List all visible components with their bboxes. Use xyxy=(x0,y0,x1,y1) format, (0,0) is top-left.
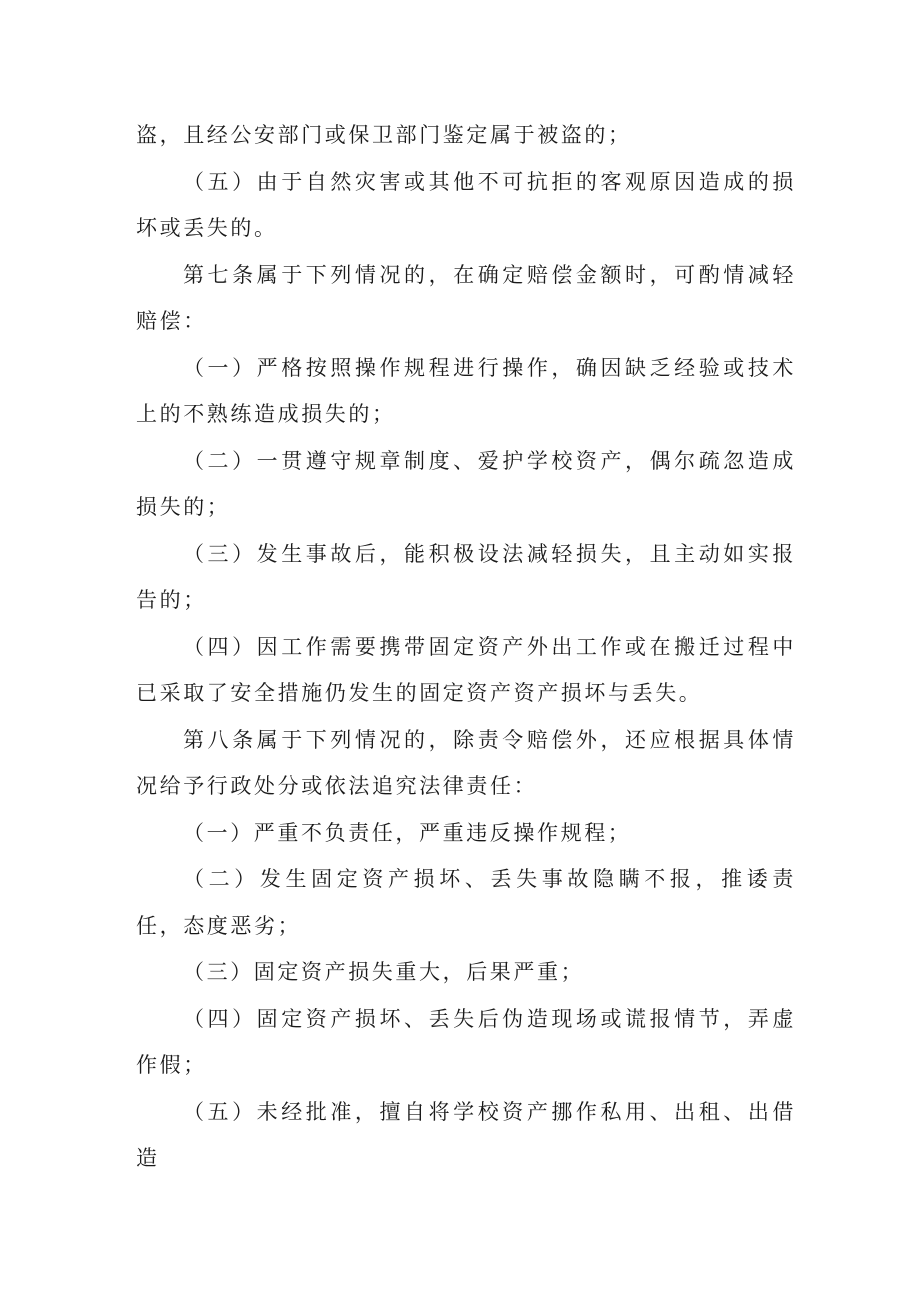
paragraph-article-7: 第七条属于下列情况的，在确定赔偿金额时，可酌情减轻赔偿： xyxy=(136,262,796,333)
paragraph-article-8-item-1: （一）严重不负责任，严重违反操作规程； xyxy=(183,820,632,845)
paragraph-article-8-item-2: （二）发生固定资产损坏、丢失事故隐瞒不报，推诿责任，态度恶劣； xyxy=(136,867,796,938)
paragraph-article-8-item-3: （三）固定资产损失重大，后果严重； xyxy=(183,960,585,984)
paragraph-article-8-item-5: （五）未经批准，擅自将学校资产挪作私用、出租、出借造 xyxy=(136,1099,796,1170)
paragraph-article-7-item-3: （三）发生事故后，能积极设法减轻损失，且主动如实报告的； xyxy=(136,541,796,612)
paragraph-article-7-item-4: （四）因工作需要携带固定资产外出工作或在搬迁过程中已采取了安全措施仍发生的固定资产资产损坏与丢失。 xyxy=(136,634,796,705)
paragraph-article-8-item-4: （四）固定资产损坏、丢失后伪造现场或谎报情节，弄虚作假； xyxy=(136,1006,796,1077)
document-body xyxy=(136,112,796,1182)
paragraph-article-7-item-1: （一）严格按照操作规程进行操作，确因缺乏经验或技术上的不熟练造成损失的； xyxy=(136,355,796,426)
paragraph-item-5: （五）由于自然灾害或其他不可抗拒的客观原因造成的损坏或丢失的。 xyxy=(136,169,796,240)
paragraph-article-7-item-2: （二）一贯遵守规章制度、爱护学校资产，偶尔疏忽造成损失的； xyxy=(136,448,796,519)
paragraph-continuation: 盗，且经公安部门或保卫部门鉴定属于被盗的； xyxy=(136,123,632,147)
paragraph-article-8: 第八条属于下列情况的，除责令赔偿外，还应根据具体情况给予行政处分或依法追究法律责任： xyxy=(136,727,796,798)
